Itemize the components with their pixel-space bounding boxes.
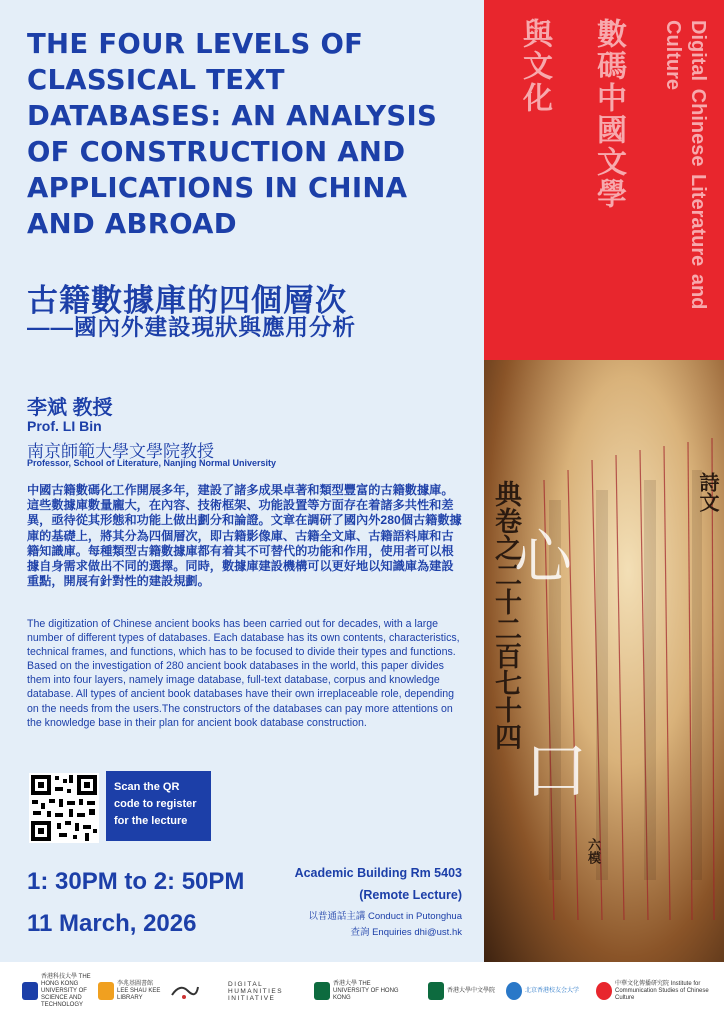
event-date: 11 March, 2026 [27, 910, 197, 937]
logo-hku-chinese [428, 976, 495, 1006]
logo-dhi [228, 976, 293, 1006]
speaker-name-en: Prof. LI Bin [27, 418, 102, 434]
brush-char-2: 口 [524, 735, 588, 809]
side-title-zh-1: 數碼中國文學 [592, 18, 625, 210]
logo-library [98, 976, 162, 1006]
logo-dhi-text: DIGITAL HUMANITIES INITIATIVE [228, 980, 284, 1002]
speaker-affiliation-en: Professor, School of Literature, Nanjing Normal University [27, 458, 277, 468]
ancient-book-photo [484, 360, 724, 962]
logo-pku-alumni-text: 北京香港校友会大学 [525, 987, 580, 994]
speaker-name-zh: 李斌 教授 [27, 397, 113, 419]
logo-hku-text: 香港大學 THE UNIVERSITY OF HONG KONG [333, 980, 399, 1001]
hku-chinese-logo-icon [428, 982, 444, 1000]
language-note: 以普通話主講 Conduct in Putonghua [308, 911, 462, 922]
venue-room: Academic Building Rm 5403 [294, 866, 462, 880]
event-time: 1: 30PM to 2: 50PM [27, 868, 245, 895]
register-line-3: for the lecture [114, 815, 188, 827]
side-title-block [484, 0, 724, 360]
venue-remote: (Remote Lecture) [359, 888, 462, 902]
side-title-en: Digital Chinese Literature and Culture [662, 20, 709, 310]
logo-institute [596, 976, 715, 1006]
logo-institute-text: 中華文化傳播研究院 Institute for Communication Studies of Chinese Culture [615, 980, 709, 1001]
enquiries: 查詢 Enquiries dhi@ust.hk [350, 927, 462, 938]
register-line-2: code to register [114, 798, 197, 810]
book-text-2: 典卷之二十二百七十四 [490, 480, 521, 750]
register-line-1: Scan the QR [114, 781, 180, 793]
hkust-logo-icon [22, 982, 38, 1000]
sponsor-logos [0, 962, 724, 1024]
title-zh: 古籍數據庫的四個層次 [27, 283, 347, 318]
subtitle-zh: ——國內外建設現狀與應用分析 [27, 315, 357, 340]
pku-alumni-logo-icon [506, 982, 522, 1000]
logo-pku-alumni [506, 976, 585, 1006]
register-instructions [106, 771, 211, 841]
library-logo-icon [98, 982, 114, 1000]
book-text-3: 六模 [586, 838, 601, 864]
abstract-en: The digitization of Chinese ancient books has been carried out for decades, with a large number of different types of databases. Each database has its own contents, characteristics, technical frames, and functions, which has to be focused to divide their types and functions. Based on the investigation of 280 ancient book databases in the world, this paper divides them into four layers, namely image database, full-text database, corpus and knowledge database. All types of ancient book databases have their own irreplaceable role, depending on the needs from the users.The constructors of the databases can pay more attentions on the knowledge base in their plan for ancient book database construction. [27, 618, 460, 729]
logo-hkust [22, 973, 96, 1008]
logo-hku-chinese-text: 香港大學中文學院 [447, 987, 496, 994]
brush-char-1: 心 [514, 523, 573, 591]
logo-hkust-text: 香港科技大學 THE HONG KONG UNIVERSITY OF SCIENCE AND TECHNOLOGY [41, 973, 91, 1008]
side-title-zh-2: 與文化 [518, 18, 551, 114]
calligraphy-logo-icon [170, 981, 200, 1001]
speaker-affiliation-zh: 南京師範大學文學院教授 [27, 442, 214, 461]
logo-calligraphy [170, 976, 200, 1006]
hku-logo-icon [314, 982, 330, 1000]
institute-logo-icon [596, 982, 612, 1000]
title-en: THE FOUR LEVELS OF CLASSICAL TEXT DATABASES: AN ANALYSIS OF CONSTRUCTION AND APPLICATIONS IN CHINA AND ABROAD [27, 28, 438, 240]
book-text-1: 詩文 [696, 472, 720, 512]
abstract-zh: 中國古籍數碼化工作開展多年，建設了諸多成果卓著和類型豐富的古籍數據庫。這些數據庫數量龐大，在內容、技術框架、功能設置等方面存在着諸多共性和差異，亟待從其形態和功能上做出劃分和論證。文章在調研了國內外280個古籍數據庫的基礎上，將其分為四個層次，即古籍影像庫、古籍全文庫、古籍語料庫和古籍知識庫。每種類型古籍數據庫都有着其不可替代的功能和作用，使用者可以根據自身需求做出不同的選擇。同時，數據庫建設機構可以更好地以知識庫為建設重點，開展有針對性的建設規劃。 [27, 483, 462, 589]
qr-code-icon [29, 773, 99, 843]
venue [295, 862, 462, 906]
logo-library-text: 李兆基圖書館 LEE SHAU KEE LIBRARY [117, 980, 161, 1001]
qr-code[interactable] [29, 773, 99, 843]
logo-hku [314, 976, 408, 1006]
